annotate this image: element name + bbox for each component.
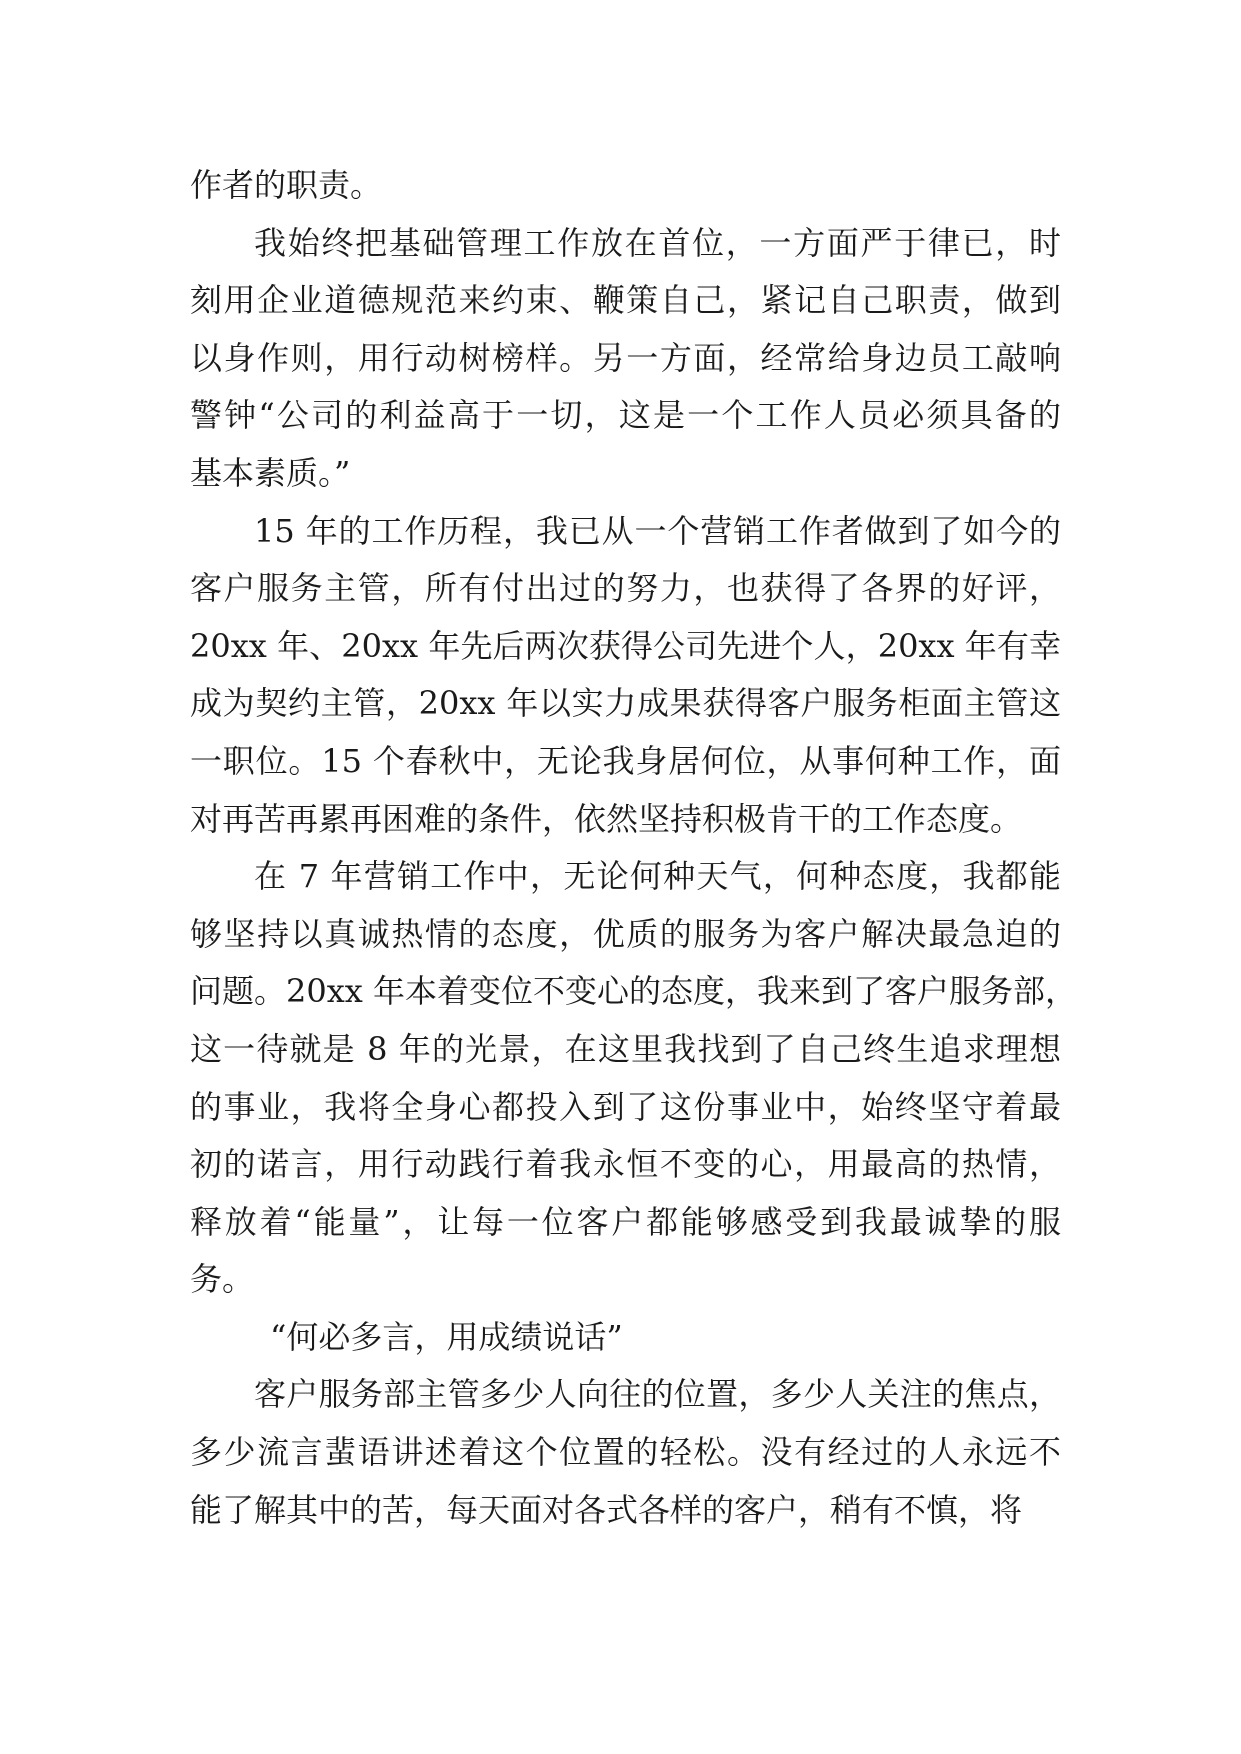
text-line: 对再苦再累再困难的条件，依然坚持积极肯干的工作态度。 xyxy=(190,799,1023,838)
paragraph xyxy=(190,503,1061,849)
paragraph xyxy=(190,848,1077,1309)
text-line: 释放着“能量”，让每一位客户都能够感受到我最诚挚的服 xyxy=(190,1202,1061,1241)
text-line: 成为契约主管，20xx 年以实力成果获得客户服务柜面主管这 xyxy=(190,684,1061,723)
paragraph xyxy=(190,1366,1061,1539)
text-line: 刻用企业道德规范来约束、鞭策自己，紧记自己职责，做到 xyxy=(190,281,1061,320)
paragraph xyxy=(190,1309,1061,1367)
text-line: 一职位。15 个春秋中，无论我身居何位，从事何种工作，面 xyxy=(190,741,1061,780)
text-line: 客户服务部主管多少人向往的位置，多少人关注的焦点， xyxy=(254,1375,1061,1414)
text-line: 客户服务主管，所有付出过的努力，也获得了各界的好评， xyxy=(190,569,1061,608)
text-line: 20xx 年、20xx 年先后两次获得公司先进个人，20xx 年有幸 xyxy=(190,626,1061,665)
text-line: 初的诺言，用行动践行着我永恒不变的心，用最高的热情， xyxy=(190,1145,1061,1184)
text-line: 作者的职责。 xyxy=(190,166,383,204)
text-line: 的事业，我将全身心都投入到了这份事业中，始终坚守着最 xyxy=(190,1087,1061,1126)
body-text xyxy=(190,157,1077,1539)
text-line: 基本素质。” xyxy=(190,453,351,492)
text-line: 在 7 年营销工作中，无论何种天气，何种态度，我都能 xyxy=(254,857,1061,896)
paragraph xyxy=(190,215,1061,503)
text-line: 能了解其中的苦，每天面对各式各样的客户，稍有不慎，将 xyxy=(190,1490,1023,1529)
text-line: “何必多言，用成绩说话” xyxy=(270,1317,623,1356)
text-line: 我始终把基础管理工作放在首位，一方面严于律已，时 xyxy=(254,223,1061,262)
text-line: 够坚持以真诚热情的态度，优质的服务为客户解决最急迫的 xyxy=(190,914,1061,953)
text-line: 多少流言蜚语讲述着这个位置的轻松。没有经过的人永远不 xyxy=(190,1433,1061,1472)
text-line: 以身作则，用行动树榜样。另一方面，经常给身边员工敲响 xyxy=(190,338,1061,377)
text-line: 15 年的工作历程，我已从一个营销工作者做到了如今的 xyxy=(254,511,1061,550)
text-line: 这一待就是 8 年的光景，在这里我找到了自己终生追求理想 xyxy=(190,1029,1061,1068)
text-line: 问题。20xx 年本着变位不变心的态度，我来到了客户服务部， xyxy=(190,972,1077,1011)
text-line: 警钟“公司的利益高于一切，这是一个工作人员必须具备的 xyxy=(190,396,1061,435)
paragraph xyxy=(190,157,1061,215)
text-line: 务。 xyxy=(190,1260,255,1299)
